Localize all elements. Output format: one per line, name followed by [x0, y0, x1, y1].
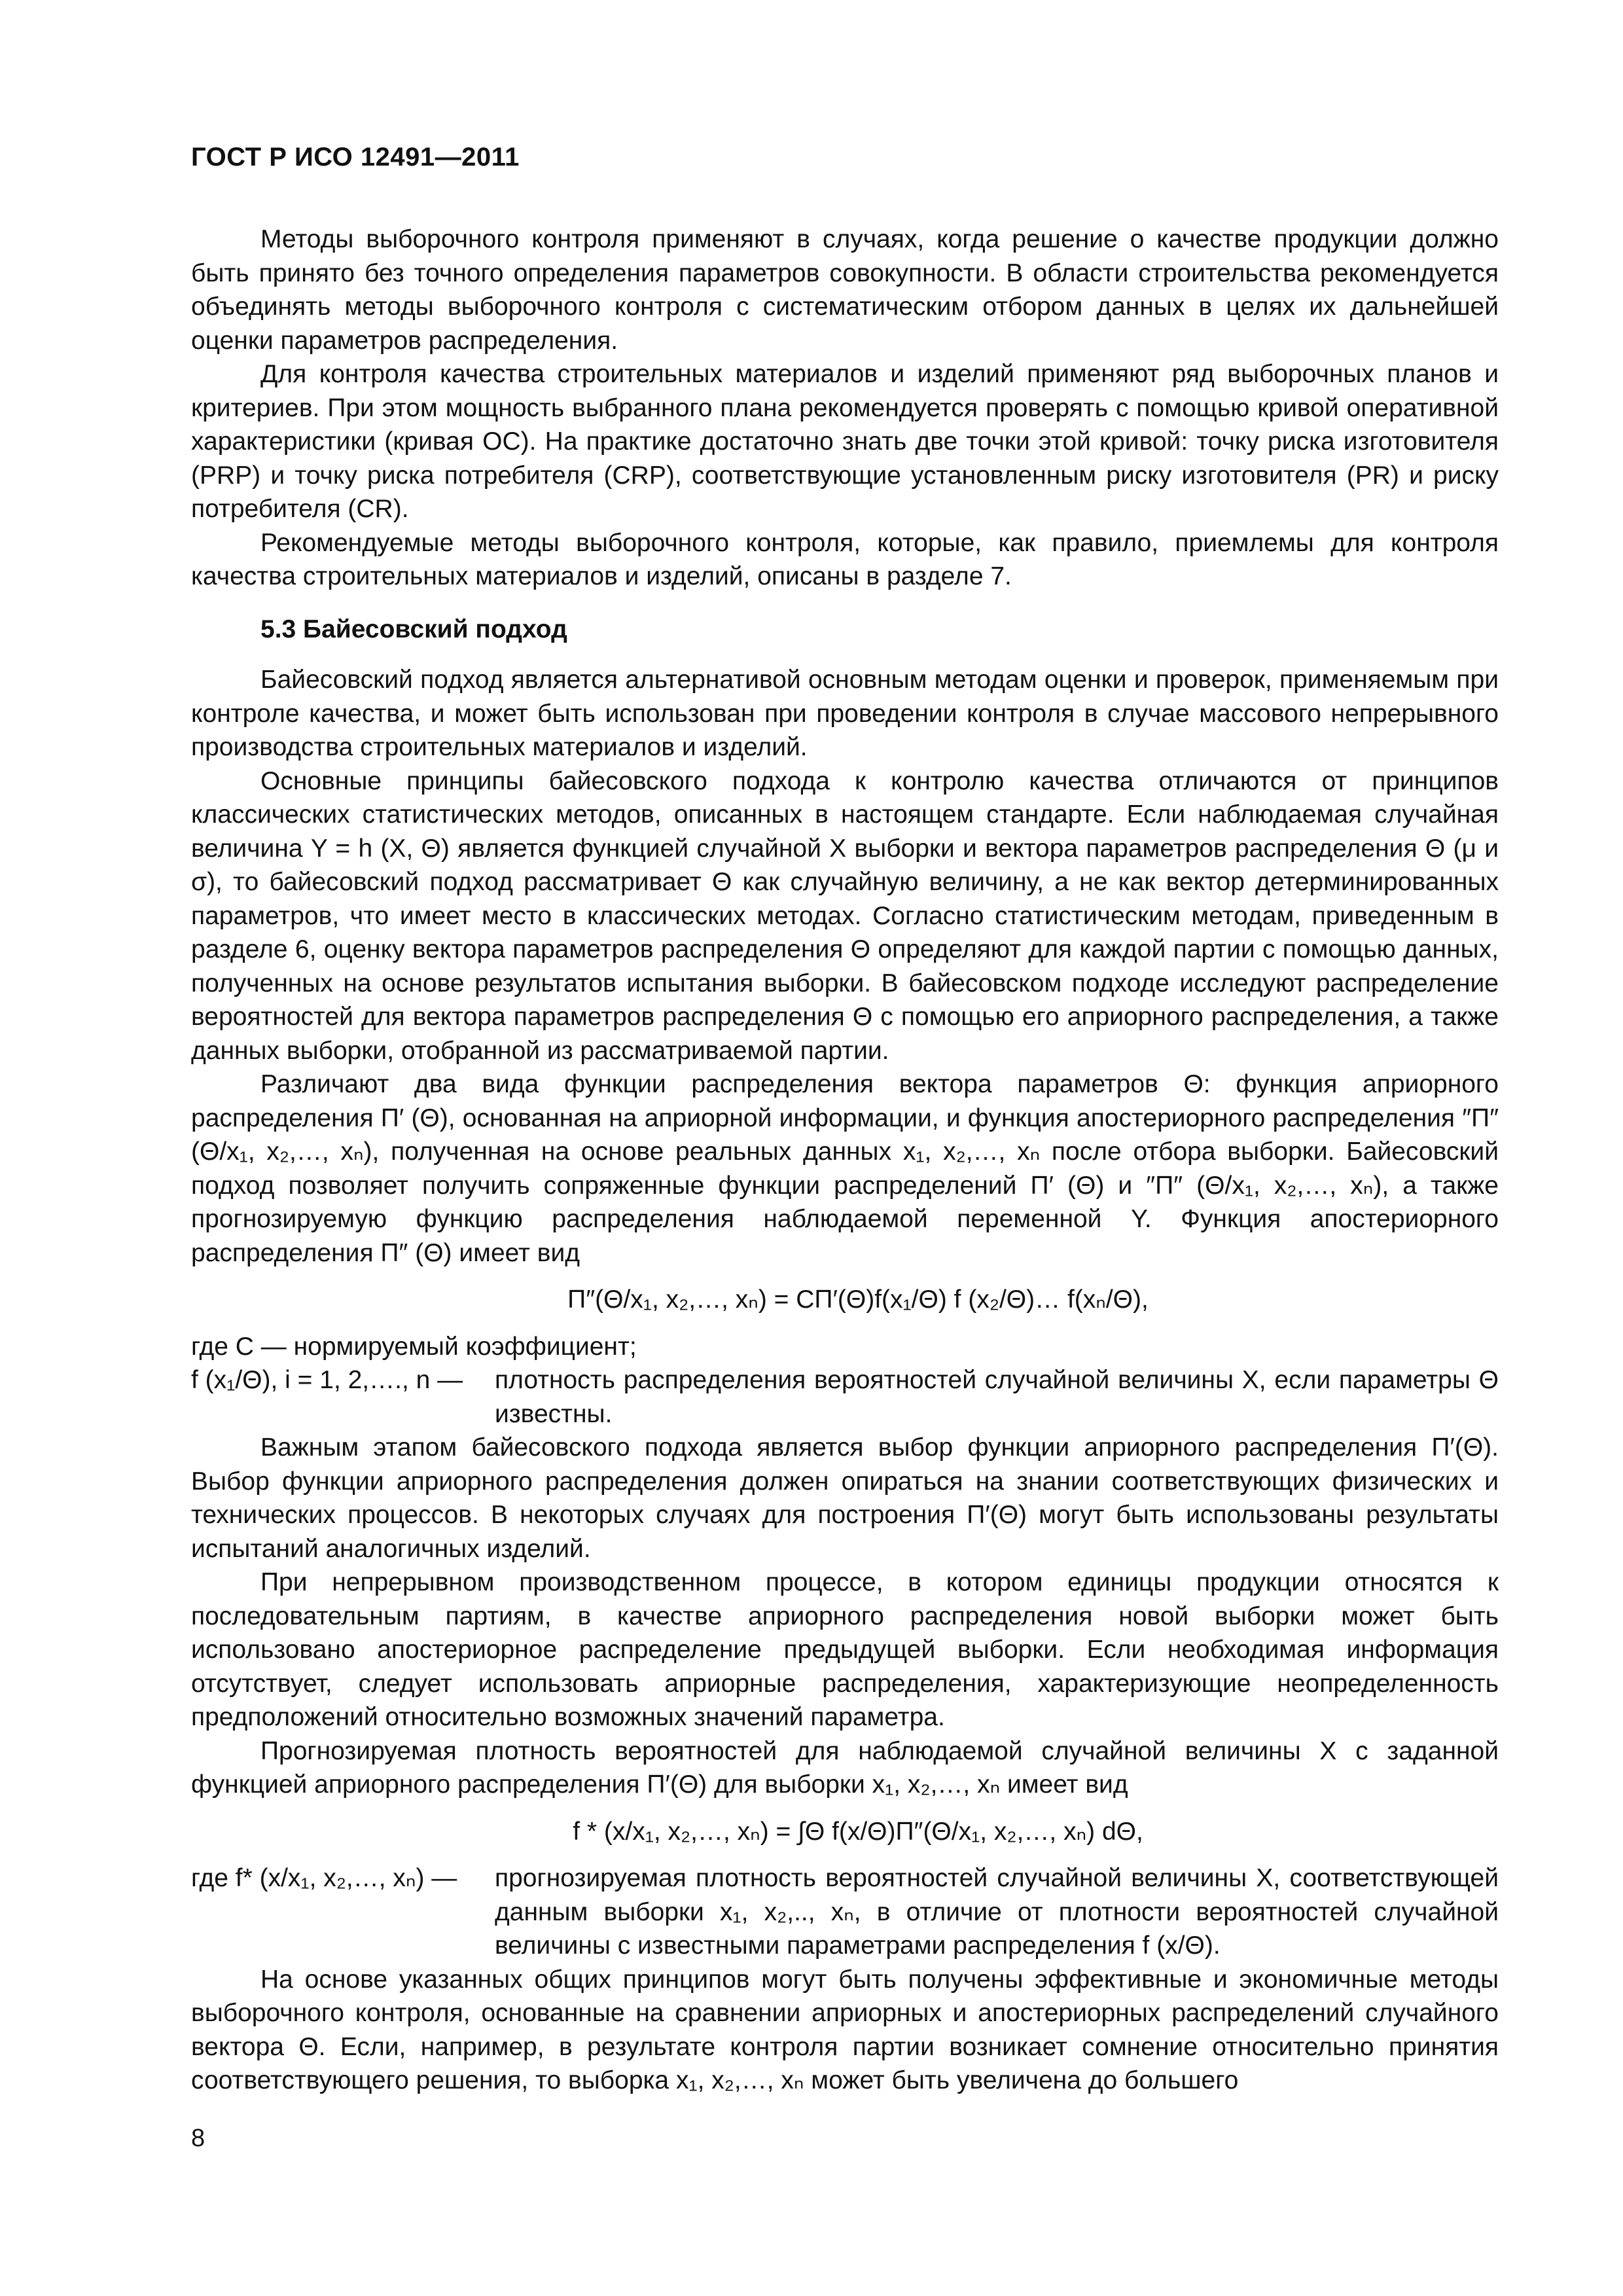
paragraph: Различают два вида функции распределения вектора параметров Θ: функция априорного распределения Π′ (Θ), основанная на априорной информации, и функция апостериорного распределения ″Π″ (Θ/x₁, x₂,…, xₙ), полученная на основе реальных данных x₁, x₂,…, xₙ после отбора выборки. Байесовский подход позволяет получить сопряженные функции распределений Π′ (Θ) и ″Π″ (Θ/x₁, x₂,…, xₙ), а также прогнозируемую функцию распределения наблюдаемой переменной Y. Функция апостериорного распределения Π″ (Θ) имеет вид: [191, 1070, 1499, 1267]
where-definition: плотность распределения вероятностей случайной величины X, если параметры Θ известны.: [495, 1366, 1499, 1428]
page-number: 8: [191, 2125, 205, 2152]
paragraph: Рекомендуемые методы выборочного контроля, которые, как правило, приемлемы для контроля качества строительных материалов и изделий, описаны в разделе 7.: [191, 528, 1499, 590]
standard-header: ГОСТ Р ИСО 12491—2011: [191, 143, 520, 171]
document-body: [191, 223, 1499, 2098]
formula-posterior: Π″(Θ/x₁, x₂,…, xₙ) = CΠ′(Θ)f(x₁/Θ) f (x₂/Θ)… f(xₙ/Θ),: [567, 1285, 1149, 1314]
where-definition: прогнозируемая плотность вероятностей случайной величины X, соответствующей данным выборки x₁, x₂,.., xₙ, в отличие от плотности вероятностей случайной величины с известными параметрами распределения f (x/Θ).: [495, 1864, 1499, 1960]
where-term: f (x₁/Θ), i = 1, 2,…., n —: [191, 1366, 463, 1394]
paragraph: Прогнозируемая плотность вероятностей для наблюдаемой случайной величины X с заданной функцией априорного распределения Π′(Θ) для выборки x₁, x₂,…, xₙ имеет вид: [191, 1736, 1499, 1799]
where-clause: где C — нормируемый коэффициент;: [191, 1332, 637, 1361]
paragraph: Байесовский подход является альтернативой основным методам оценки и проверок, применяемым при контроле качества, и может быть использован при проведении контроля в случае массового непрерывного производства строительных материалов и изделий.: [191, 666, 1499, 761]
formula-predictive: f * (x/x₁, x₂,…, xₙ) = ∫Θ f(x/Θ)Π″(Θ/x₁, x₂,…, xₙ) dΘ,: [573, 1817, 1143, 1846]
paragraph: Методы выборочного контроля применяют в случаях, когда решение о качестве продукции должно быть принято без точного определения параметров совокупности. В области строительства рекомендуется объединять методы выборочного контроля с систематическим отбором данных в целях их дальнейшей оценки параметров распределения.: [191, 225, 1499, 355]
paragraph: Основные принципы байесовского подхода к контролю качества отличаются от принципов классических статистических методов, описанных в настоящем стандарте. Если наблюдаемая случайная величина Y = h (X, Θ) является функцией случайной X выборки и вектора параметров распределения Θ (μ и σ), то байесовский подход рассматривает Θ как случайную величину, а не как вектор детерминированных параметров, что имеет место в классических методах. Согласно статистическим методам, приведенным в разделе 6, оценку вектора параметров распределения Θ определяют для каждой партии с помощью данных, полученных на основе результатов испытания выборки. В байесовском подходе исследуют распределение вероятностей для вектора параметров распределения Θ с помощью его априорного распределения, а также данных выборки, отобранной из рассматриваемой партии.: [191, 766, 1499, 1065]
where-term: где f* (x/x₁, x₂,…, xₙ) —: [191, 1864, 457, 1892]
where-clause-predictive: [191, 1861, 1499, 1963]
paragraph: Важным этапом байесовского подхода является выбор функции априорного распределения Π′(Θ). Выбор функции априорного распределения должен опираться на знании соответствующих физических и технических процессов. В некоторых случаях для построения Π′(Θ) могут быть использованы результаты испытаний аналогичных изделий.: [191, 1433, 1499, 1563]
where-clause-density: [191, 1363, 1499, 1431]
paragraph: Для контроля качества строительных материалов и изделий применяют ряд выборочных планов и критериев. При этом мощность выбранного плана рекомендуется проверять с помощью кривой оперативной характеристики (кривая ОС). На практике достаточно знать две точки этой кривой: точку риска изготовителя (PRP) и точку риска потребителя (CRP), соответствующие установленным риску изготовителя (PR) и риску потребителя (CR).: [191, 360, 1499, 523]
paragraph: При непрерывном производственном процессе, в котором единицы продукции относятся к последовательным партиям, в качестве априорного распределения новой выборки может быть использовано апостериорное распределение предыдущей выборки. Если необходимая информация отсутствует, следует использовать априорные распределения, характеризующие неопределенность предположений относительно возможных значений параметра.: [191, 1568, 1499, 1731]
section-heading: 5.3 Байесовский подход: [260, 615, 567, 643]
paragraph: На основе указанных общих принципов могут быть получены эффективные и экономичные методы выборочного контроля, основанные на сравнении априорных и апостериорных распределений случайного вектора Θ. Если, например, в результате контроля партии возникает сомнение относительно принятия соответствующего решения, то выборка x₁, x₂,…, xₙ может быть увеличена до большего: [191, 1965, 1499, 2094]
